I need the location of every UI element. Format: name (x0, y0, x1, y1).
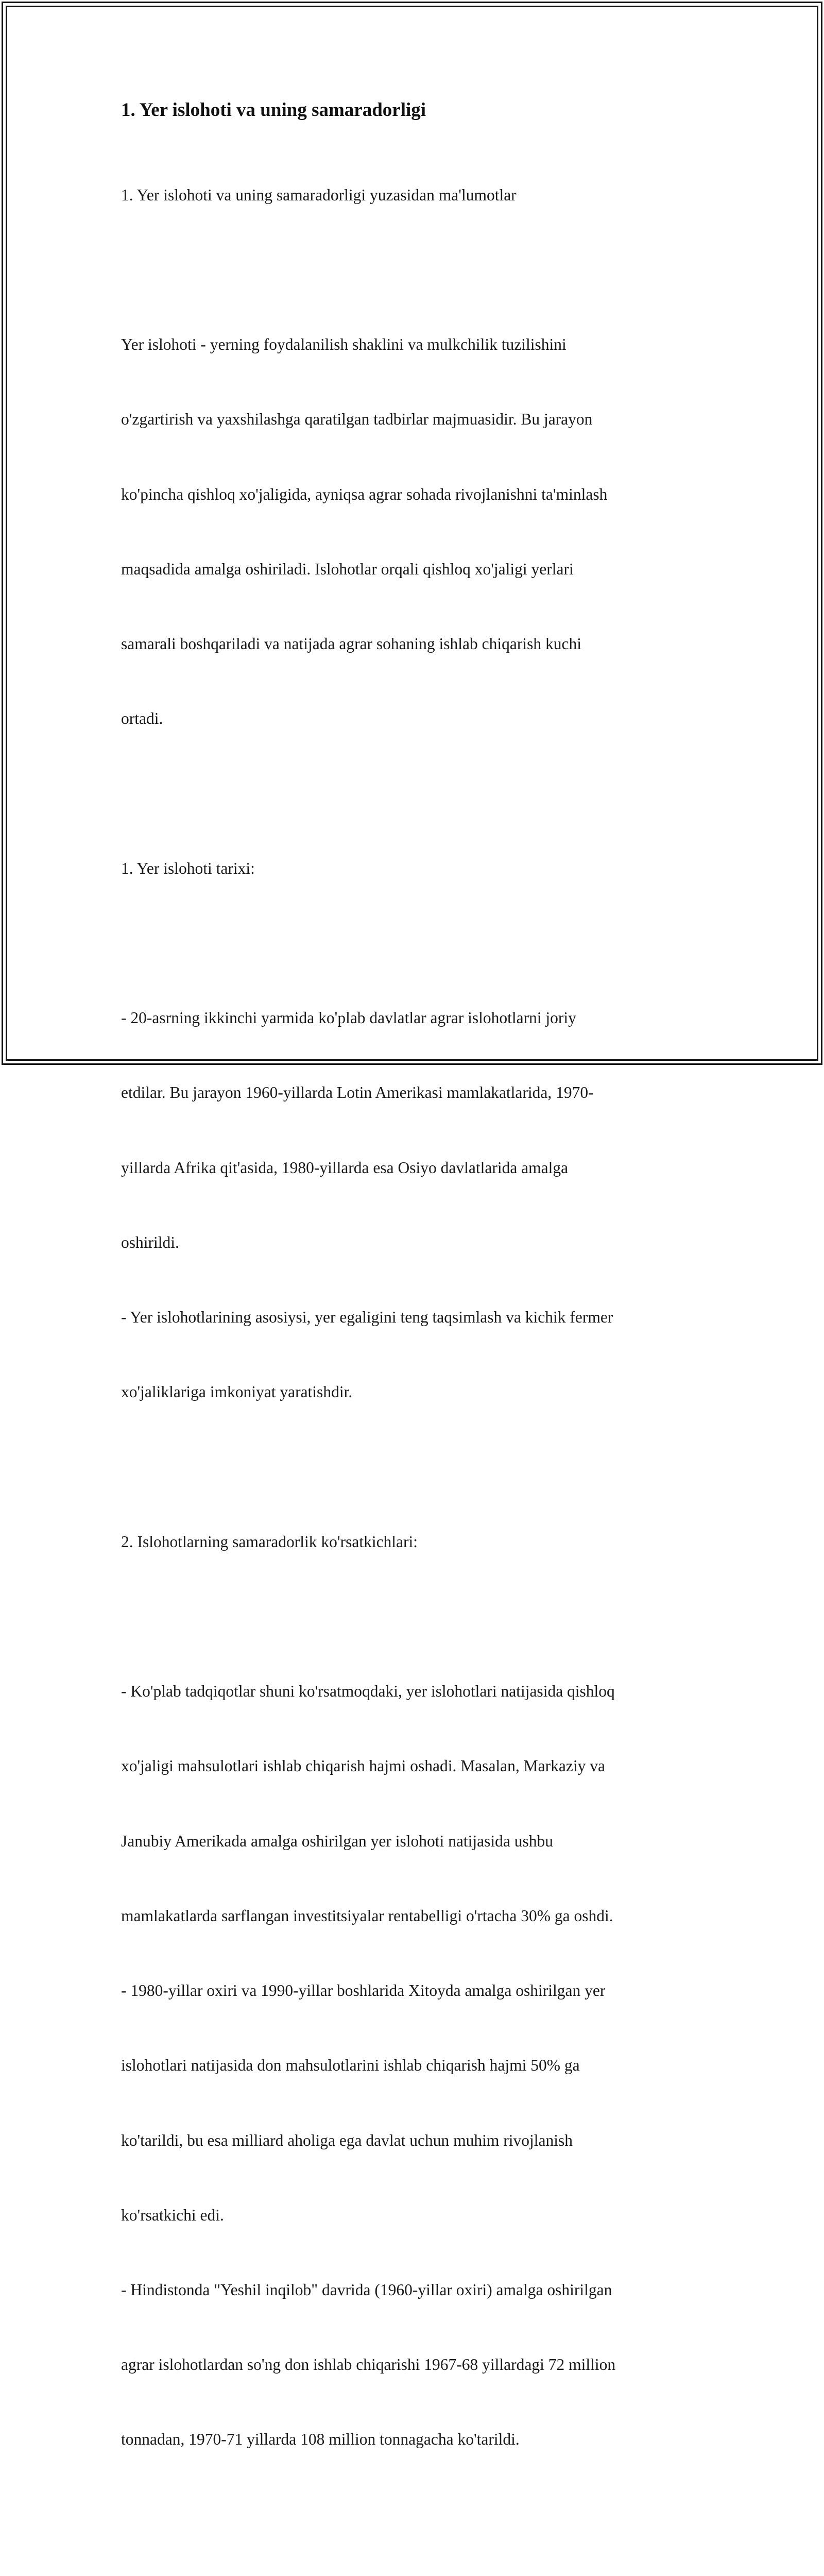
text-line: agrar islohotlardan so'ng don ishlab chiqarishi 1967-68 yillardagi 72 million (121, 2355, 616, 2374)
text-line (121, 931, 703, 956)
text-line: islohotlari natijasida don mahsulotlarini ishlab chiqarish hajmi 50% ga (121, 2056, 580, 2075)
text-line: 1. Yer islohoti va uning samaradorligi yuzasidan ma'lumotlar (121, 185, 517, 204)
text-line: etdilar. Bu jarayon 1960-yillarda Lotin Amerikasi mamlakatlarida, 1970- (121, 1083, 594, 1102)
document-text (121, 133, 703, 2576)
text-line: ortadi. (121, 709, 163, 728)
text-line: - Ko'plab tadqiqotlar shuni ko'rsatmoqdaki, yer islohotlari natijasida qishloq (121, 1682, 615, 1701)
document-heading: 1. Yer islohoti va uning samaradorligi (121, 99, 426, 121)
text-line: xo'jaliklariga imkoniyat yaratishdir. (121, 1383, 353, 1401)
text-line: xo'jaligi mahsulotlari ishlab chiqarish hajmi oshadi. Masalan, Markaziy va (121, 1757, 605, 1775)
text-line: mamlakatlarda sarflangan investitsiyalar rentabelligi o'rtacha 30% ga oshdi. (121, 1906, 613, 1925)
text-line: o'zgartirish va yaxshilashga qaratilgan tadbirlar majmuasidir. Bu jarayon (121, 410, 593, 429)
text-line: 2. Islohotlarning samaradorlik ko'rsatkichlari: (121, 1532, 418, 1551)
text-line (121, 1604, 703, 1629)
text-line (121, 258, 703, 282)
document-body (121, 96, 703, 2576)
text-line: - Yer islohotlarining asosiysi, yer egaligini teng taqsimlash va kichik fermer (121, 1308, 613, 1327)
text-line: oshirildi. (121, 1233, 179, 1251)
text-line: ko'tarildi, bu esa milliard aholiga ega davlat uchun muhim rivojlanish (121, 2131, 573, 2149)
text-line: Yer islohoti - yerning foydalanilish shaklini va mulkchilik tuzilishini (121, 335, 566, 354)
text-line: Janubiy Amerikada amalga oshirilgan yer islohoti natijasida ushbu (121, 1832, 553, 1850)
text-line: - Hindistonda "Yeshil inqilob" davrida (1960-yillar oxiri) amalga oshirilgan (121, 2280, 612, 2299)
text-line (121, 1455, 703, 1480)
text-line: ko'rsatkichi edi. (121, 2206, 224, 2224)
text-line: - 1980-yillar oxiri va 1990-yillar boshlarida Xitoyda amalga oshirilgan yer (121, 1981, 606, 2000)
text-line: 1. Yer islohoti tarixi: (121, 859, 255, 877)
text-line: samarali boshqariladi va natijada agrar sohaning ishlab chiqarish kuchi (121, 635, 581, 653)
text-line (121, 782, 703, 806)
text-line: tonnadan, 1970-71 yillarda 108 million tonnagacha ko'tarildi. (121, 2430, 520, 2449)
text-line: - 20-asrning ikkinchi yarmida ko'plab davlatlar agrar islohotlarni joriy (121, 1009, 576, 1027)
text-line (121, 2502, 703, 2527)
text-line: yillarda Afrika qit'asida, 1980-yillarda esa Osiyo davlatlarida amalga (121, 1158, 569, 1177)
text-line: ko'pincha qishloq xo'jaligida, ayniqsa agrar sohada rivojlanishni ta'minlash (121, 485, 608, 503)
text-line: maqsadida amalga oshiriladi. Islohotlar orqali qishloq xo'jaligi yerlari (121, 560, 574, 578)
